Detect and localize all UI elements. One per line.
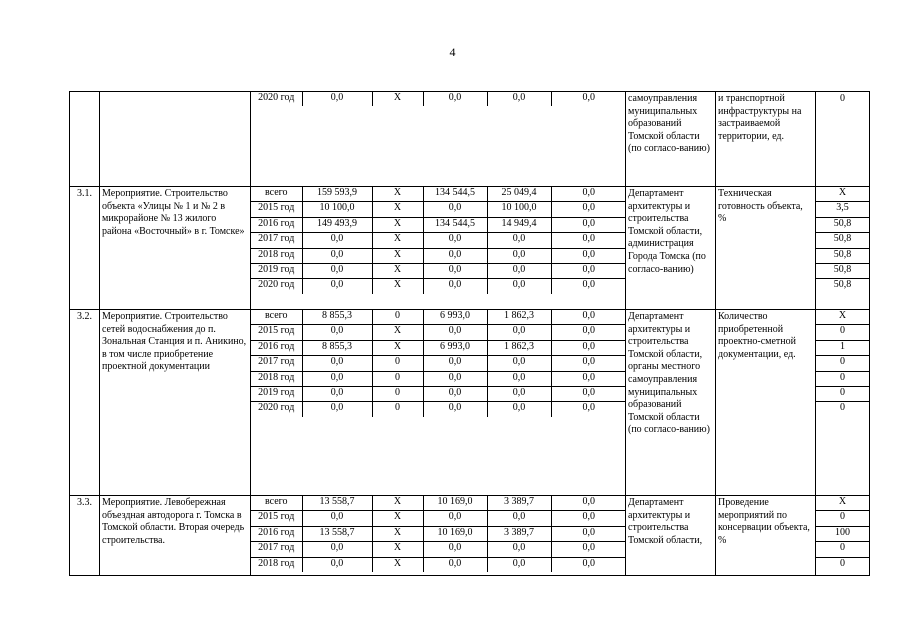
cell-year: 2017 год [251,542,302,557]
indicator-value: 0 [840,402,845,414]
indicator-name: Техническая готовность объекта, % [716,187,816,310]
cell-other: 0,0 [582,92,595,103]
cell-total: 0,0 [302,92,372,106]
cell-other: 0,0 [582,402,595,414]
cell-total: 159 593,9 [302,187,372,202]
funding-row [251,325,626,340]
cell-total: 0,0 [302,356,372,371]
indicator-value: 0 [816,386,869,401]
cell-regional: 0,0 [423,557,487,572]
indicator-value: 0 [840,557,845,569]
indicator-value: 50,8 [833,279,852,291]
executor: Департамент архитектуры и строительства Томской области, органы местного самоуправления муниципальных образований Томской области (по согласо-ванию) [626,310,716,496]
cell-other: 0,0 [551,233,626,248]
funding-row [251,356,626,371]
indicator-values [816,187,869,294]
cell-local: 25 049,4 [487,187,551,202]
cell-regional: 0,0 [423,325,487,340]
funding-row [251,542,626,557]
cell-year: 2017 год [251,356,302,371]
cell-local: 1 862,3 [487,310,551,325]
cell-regional: 0,0 [423,202,487,217]
cell-year: всего [251,310,302,325]
indicator-value: 0 [816,92,870,187]
cell-local: 1 862,3 [487,340,551,355]
activity-name: Мероприятие. Левобережная объездная автодорога г. Томска в Томской области. Вторая очередь строительства. [100,496,251,576]
indicator-value: 0 [816,371,869,386]
cell-total: 0,0 [302,279,372,294]
cell-total: 8 855,3 [302,340,372,355]
cell-year: 2018 год [251,371,302,386]
funding-cell [251,92,626,187]
cell-other: 0,0 [582,279,595,291]
cell-regional: 0,0 [423,248,487,263]
cell-regional: 0,0 [423,263,487,278]
cell-other: 0,0 [551,325,626,340]
cell-total: 0,0 [302,233,372,248]
cell-federal: 0 [372,356,423,371]
funding-row [251,202,626,217]
funding-row [251,233,626,248]
cell-year: всего [251,496,302,511]
cell-other: 0,0 [582,557,595,569]
indicator-value: 50,8 [816,217,869,232]
cell-other: 0,0 [551,386,626,401]
funding-row [251,310,626,325]
cell-regional: 0,0 [423,511,487,526]
cell-regional: 6 993,0 [423,340,487,355]
funding-subtable [251,92,626,106]
cell-total: 8 855,3 [302,310,372,325]
cell-federal: X [372,279,423,294]
table-row-activity [70,496,870,576]
cell-total: 0,0 [302,386,372,401]
indicator-value: 50,8 [816,263,869,278]
cell-other: 0,0 [551,202,626,217]
cell-regional: 0,0 [423,356,487,371]
cell-other: 0,0 [551,496,626,511]
cell-other: 0,0 [551,187,626,202]
cell-year: 2015 год [251,511,302,526]
funding-row [251,263,626,278]
cell-federal: 0 [372,310,423,325]
cell-other: 0,0 [551,248,626,263]
funding-row [251,187,626,202]
cell-federal: X [372,542,423,557]
indicator-value: 0 [816,511,869,526]
cell-regional: 0,0 [423,402,487,417]
cell-federal: X [372,496,423,511]
cell-regional: 6 993,0 [423,310,487,325]
cell-year: 2017 год [251,233,302,248]
indicator-value: 50,8 [816,233,869,248]
cell-total: 149 493,9 [302,217,372,232]
cell-year: 2018 год [251,557,302,572]
cell-local: 0,0 [487,371,551,386]
funding-row [251,279,626,294]
funding-subtable [251,310,626,417]
cell-year: 2015 год [251,325,302,340]
indicator-value: 0 [816,542,869,557]
cell-other: 0,0 [551,310,626,325]
funding-row [251,371,626,386]
cell-regional: 10 169,0 [423,526,487,541]
indicator-cell [816,496,870,576]
row-number: 3.2. [70,310,100,496]
cell-federal: X [372,187,423,202]
cell-other: 0,0 [551,340,626,355]
cell-year: 2016 год [251,340,302,355]
cell-local: 0,0 [487,263,551,278]
cell-local: 0,0 [487,511,551,526]
cell-year: 2018 год [251,248,302,263]
cell-total: 0,0 [302,557,372,572]
cell-local: 0,0 [487,233,551,248]
cell-federal: 0 [372,371,423,386]
executor: Департамент архитектуры и строительства Томской области, администрация Города Томска (по согласо-ванию) [626,187,716,310]
cell-federal: X [372,263,423,278]
row-number: 3.1. [70,187,100,310]
cell-regional: 0,0 [423,386,487,401]
cell-total: 0,0 [302,371,372,386]
funding-row [251,496,626,511]
cell-total: 0,0 [302,511,372,526]
executor: Департамент архитектуры и строительства Томской области, [626,496,716,576]
cell-other: 0,0 [551,263,626,278]
program-table [69,91,870,576]
cell-local: 0,0 [487,279,551,294]
cell-total: 0,0 [302,325,372,340]
cell-year: 2020 год [251,279,302,294]
cell-local: 0,0 [487,92,551,106]
cell-federal: X [372,526,423,541]
executor: самоуправления муниципальных образований Томской области (по согласо-ванию) [626,92,716,187]
cell-regional: 134 544,5 [423,187,487,202]
indicator-value: X [816,496,869,511]
indicator-value: X [816,310,869,325]
funding-row [251,557,626,572]
cell-federal: X [372,92,423,106]
cell-regional: 0,0 [423,279,487,294]
cell-local: 10 100,0 [487,202,551,217]
table-row-continuation [70,92,870,187]
cell-local: 0,0 [487,386,551,401]
row-number: 3.3. [70,496,100,576]
cell-regional: 0,0 [423,371,487,386]
cell-total: 0,0 [302,263,372,278]
cell-year: 2016 год [251,217,302,232]
funding-row [251,217,626,232]
funding-row [251,386,626,401]
cell-federal: X [372,340,423,355]
funding-cell [251,310,626,496]
indicator-cell [816,310,870,496]
cell-total: 13 558,7 [302,496,372,511]
cell-local: 0,0 [487,557,551,572]
table-row-activity [70,187,870,310]
cell-federal: X [372,325,423,340]
cell-federal: 0 [372,386,423,401]
indicator-name: Количество приобретенной проектно-сметной документации, ед. [716,310,816,496]
cell-regional: 0,0 [423,233,487,248]
cell-federal: X [372,248,423,263]
cell-year: 2020 год [251,92,302,106]
cell-regional: 0,0 [423,542,487,557]
funding-cell [251,496,626,576]
row-number [70,92,100,187]
indicator-cell [816,187,870,310]
cell-local: 0,0 [487,542,551,557]
cell-local: 14 949,4 [487,217,551,232]
cell-local: 0,0 [487,325,551,340]
funding-row [251,526,626,541]
indicator-name: и транспортной инфраструктуры на застраиваемой территории, ед. [716,92,816,187]
cell-total: 0,0 [302,402,372,417]
cell-regional: 134 544,5 [423,217,487,232]
funding-row [251,402,626,417]
indicator-value: 0 [816,325,869,340]
cell-federal: 0 [372,402,423,417]
indicator-value: 0 [816,356,869,371]
cell-local: 0,0 [487,356,551,371]
activity-name: Мероприятие. Строительство сетей водоснабжения до п. Зональная Станция и п. Аникино, в том числе приобретение проектной документации [100,310,251,496]
cell-total: 10 100,0 [302,202,372,217]
indicator-value: X [816,187,869,202]
cell-regional: 0,0 [423,92,487,106]
indicator-value: 1 [816,340,869,355]
table-row-activity [70,310,870,496]
cell-other: 0,0 [551,217,626,232]
indicator-value: 3,5 [816,202,869,217]
cell-other: 0,0 [551,511,626,526]
cell-total: 13 558,7 [302,526,372,541]
indicator-value: 100 [816,526,869,541]
cell-other: 0,0 [551,526,626,541]
cell-year: 2015 год [251,202,302,217]
cell-other: 0,0 [551,371,626,386]
cell-local: 3 389,7 [487,526,551,541]
cell-federal: X [372,557,423,572]
page-number: 4 [449,45,456,59]
cell-other: 0,0 [551,356,626,371]
indicator-values [816,310,869,417]
cell-federal: X [372,202,423,217]
cell-year: 2019 год [251,386,302,401]
cell-local: 0,0 [487,402,551,417]
funding-subtable [251,187,626,294]
cell-other: 0,0 [551,542,626,557]
activity-name [100,92,251,187]
indicator-value: 50,8 [816,248,869,263]
funding-row [251,92,626,106]
cell-year: всего [251,187,302,202]
funding-cell [251,187,626,310]
cell-total: 0,0 [302,248,372,263]
cell-year: 2019 год [251,263,302,278]
cell-total: 0,0 [302,542,372,557]
funding-subtable [251,496,626,572]
cell-local: 3 389,7 [487,496,551,511]
funding-row [251,511,626,526]
indicator-name: Проведение мероприятий по консервации объекта, % [716,496,816,576]
cell-regional: 10 169,0 [423,496,487,511]
cell-federal: X [372,511,423,526]
indicator-values [816,496,869,572]
cell-local: 0,0 [487,248,551,263]
activity-name: Мероприятие. Строительство объекта «Улицы № 1 и № 2 в микрорайоне № 13 жилого района «Восточный» в г. Томске» [100,187,251,310]
funding-row [251,248,626,263]
cell-year: 2016 год [251,526,302,541]
cell-federal: X [372,217,423,232]
funding-row [251,340,626,355]
cell-year: 2020 год [251,402,302,417]
cell-federal: X [372,233,423,248]
